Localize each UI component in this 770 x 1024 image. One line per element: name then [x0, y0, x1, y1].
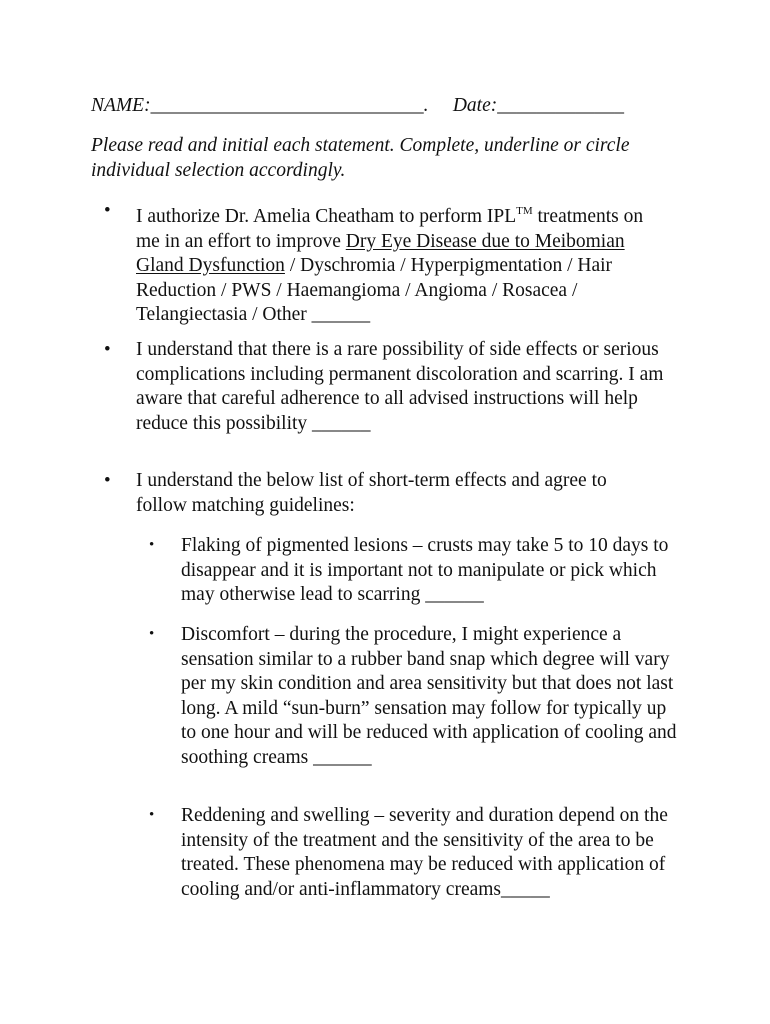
sub-bullet-icon: •: [149, 807, 155, 823]
statement-1-text: [136, 199, 666, 328]
bullet-icon: •: [104, 470, 111, 491]
bullet-icon: •: [104, 339, 111, 360]
statement-1-part-3: / Dyschromia / Hyperpigmentation / Hair Reduction / PWS / Haemangioma / Angioma / Rosacea / Telangiectasia / Other ______: [136, 255, 613, 325]
statement-3-text: I understand the below list of short-term effects and agree to follow matching guidelines:: [136, 470, 607, 516]
flaking-text: Flaking of pigmented lesions – crusts may take 5 to 10 days to disappear and it is important not to manipulate or pick which may otherwise lead to scarring ______: [181, 535, 669, 605]
reddening-text: Reddening and swelling – severity and duration depend on the intensity of the treatment and the sensitivity of the area to be treated. These phenomena may be reduced with application of cooling and/or anti-inflammatory creams_____: [181, 805, 668, 900]
header-line: [91, 93, 624, 119]
sub-bullet-icon: •: [149, 626, 155, 642]
trademark-mark: TM: [516, 205, 533, 217]
instructions-text: Please read and initial each statement. Complete, underline or circle individual selection accordingly.: [91, 135, 630, 181]
sub-bullet-icon: •: [149, 537, 155, 553]
statement-1-part-2: treatments on me in an effort to improve: [136, 206, 644, 252]
date-field-label[interactable]: Date:_____________: [452, 95, 624, 116]
bullet-icon: •: [104, 200, 111, 221]
name-field-label[interactable]: NAME:____________________________.: [91, 95, 429, 116]
statement-2-text: I understand that there is a rare possibility of side effects or serious complications including permanent discoloration and scarring. I am aware that careful adherence to all advised instructions will help reduce this possibility ______: [136, 339, 664, 434]
discomfort-text: Discomfort – during the procedure, I might experience a sensation similar to a rubber band snap which degree will vary per my skin condition and area sensitivity but that does not last long. A mild “sun-burn” sensation may follow for typically up to one hour and will be reduced with application of cooling and soothing creams ______: [181, 624, 677, 768]
statement-1-part-1: I authorize Dr. Amelia Cheatham to perform IPL: [136, 206, 517, 227]
selected-condition-underlined[interactable]: Dry Eye Disease due to Meibomian Gland Dysfunction: [136, 230, 625, 276]
